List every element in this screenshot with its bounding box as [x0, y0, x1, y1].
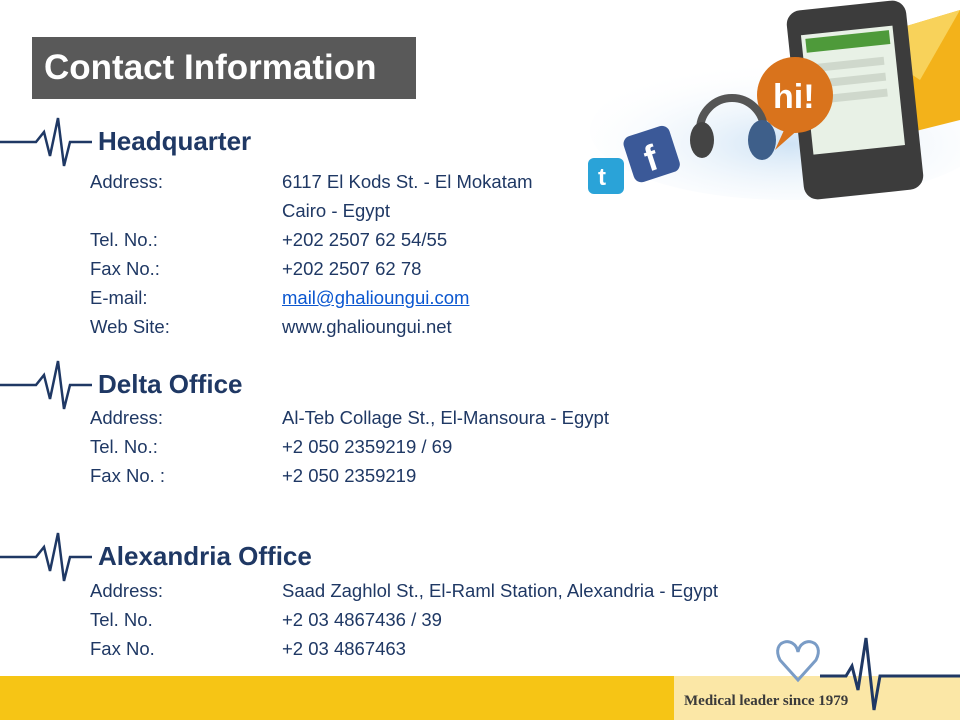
alex-tel-row: [90, 609, 442, 631]
section-heading-alexandria: Alexandria Office: [98, 541, 312, 571]
section-heading-headquarter: Headquarter: [98, 126, 252, 156]
alex-tel-value: +2 03 4867436 / 39: [282, 609, 442, 630]
hq-web-value: www.ghalioungui.net: [282, 316, 452, 337]
hq-email-row: [90, 287, 469, 309]
hq-email-label: E-mail:: [90, 287, 148, 308]
svg-text:hi!: hi!: [773, 78, 815, 116]
hq-tel-label: Tel. No.:: [90, 229, 158, 250]
delta-fax-label: Fax No. :: [90, 465, 166, 486]
delta-address-label: Address:: [90, 407, 164, 428]
heartbeat-icon: [0, 527, 92, 587]
hq-fax-value: +202 2507 62 78: [282, 258, 422, 279]
delta-tel-label: Tel. No.:: [90, 436, 158, 457]
alex-fax-label: Fax No.: [90, 638, 155, 659]
hq-email-link[interactable]: mail@ghalioungui.com: [282, 287, 470, 308]
heartbeat-icon: [0, 112, 92, 172]
delta-tel-value: +2 050 2359219 / 69: [282, 436, 453, 457]
alex-tel-label: Tel. No.: [90, 609, 153, 630]
alex-address-row: [90, 580, 718, 602]
svg-text:f: f: [638, 136, 663, 180]
hq-address-row: [90, 171, 533, 193]
footer-tagline: Medical leader since 1979: [684, 693, 849, 709]
delta-fax-value: +2 050 2359219: [282, 465, 417, 486]
hq-tel-value: +202 2507 62 54/55: [282, 229, 448, 250]
svg-text:t: t: [598, 164, 606, 191]
delta-address-row: [90, 407, 609, 429]
delta-tel-row: [90, 436, 452, 458]
hq-web-label: Web Site:: [90, 316, 170, 337]
hq-tel-row: [90, 229, 447, 251]
twitter-icon: [588, 158, 624, 194]
hq-web-row: [90, 316, 452, 338]
page-title: Contact Information: [32, 37, 416, 99]
alex-fax-row: [90, 638, 406, 660]
hq-fax-label: Fax No.:: [90, 258, 160, 279]
alex-address-label: Address:: [90, 580, 164, 601]
hq-address-line1: 6117 El Kods St. - El Mokatam: [282, 171, 533, 192]
contact-hero-illustration: [560, 0, 960, 200]
hq-fax-row: [90, 258, 421, 280]
delta-fax-row: [90, 465, 416, 487]
hq-address-line2: Cairo - Egypt: [282, 200, 390, 221]
delta-address-value: Al-Teb Collage St., El-Mansoura - Egypt: [282, 407, 609, 428]
alex-address-value: Saad Zaghlol St., El-Raml Station, Alexandria - Egypt: [282, 580, 718, 601]
heartbeat-icon: [0, 355, 92, 415]
hq-address-label: Address:: [90, 171, 164, 192]
alex-fax-value: +2 03 4867463: [282, 638, 406, 659]
section-heading-delta: Delta Office: [98, 369, 243, 399]
